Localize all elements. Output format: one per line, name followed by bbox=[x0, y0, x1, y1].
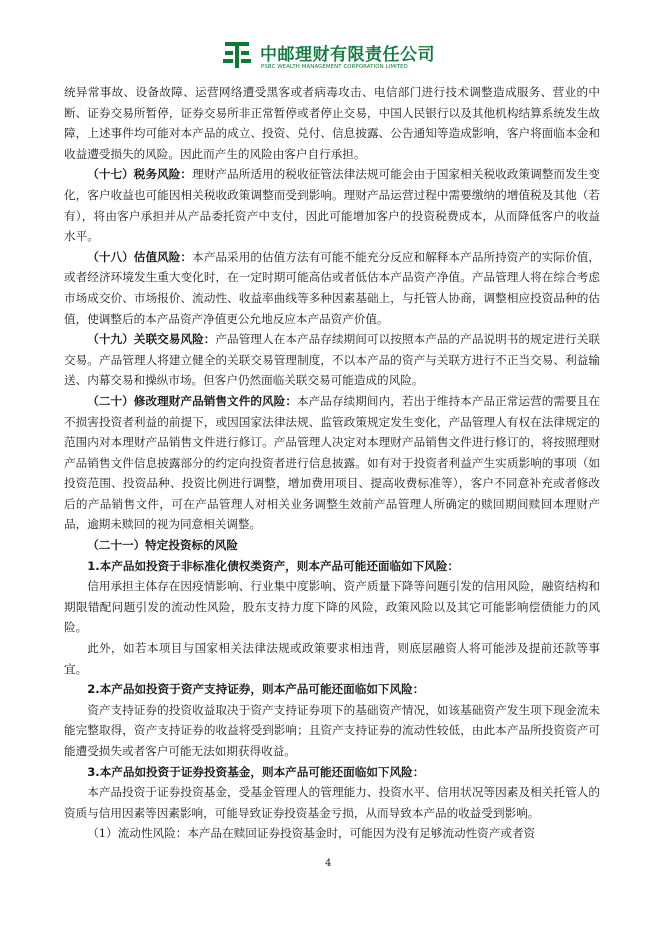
subheading-non-standard-debt: 1.本产品如投资于非标准化债权类资产，则本产品可能还面临如下风险： bbox=[87, 558, 460, 573]
company-name-en: PSBC WEALTH MANAGEMENT CORPORATION LIMITED bbox=[261, 64, 408, 70]
psbc-wealth-logo-icon bbox=[222, 38, 252, 72]
page-header bbox=[0, 0, 662, 82]
paragraph-asset-backed-securities-risk: 资产支持证券的投资收益取决于资产支持证券项下的基础资产情况，如该基础资产发生项下现金流未能完整取得，资产支持证券的收益将受到影响；且资产支持证券的流动性较低，由此本产品所投资资产可能遭受损失或者客户可能无法如期获得收益。 bbox=[64, 702, 600, 758]
subheading-asset-backed-securities: 2.本产品如投资于资产支持证券，则本产品可能还面临如下风险： bbox=[87, 682, 425, 697]
related-transaction-risk-text: 产品管理人在本产品存续期间可以按照本产品的产品说明书的规定进行关联交易。产品管理人将建立健全的关联交易管理制度，不以本产品的资产与关联方进行不正当交易、利益输送、内幕交易和操纵市场。但客户仍然面临关联交易可能造成的风险。 bbox=[64, 332, 600, 388]
document-body bbox=[64, 82, 600, 844]
paragraph-related-transaction-risk bbox=[64, 329, 600, 391]
paragraph-document-amendment-risk bbox=[64, 391, 600, 535]
tax-risk-text: 理财产品所适用的税收征管法律法规可能会由于国家相关税收政策调整而发生变化，客户收益也可能因相关税收政策调整而受到影响。理财产品运营过程中需要缴纳的增值税及其他（若有），将由客户承担并从产品委托资产中支付，因此可能增加客户的投资税费成本，从而降低客户的收益水平。 bbox=[64, 167, 600, 244]
paragraph-liquidity-risk: （1）流动性风险：本产品在赎回证券投资基金时，可能因为没有足够流动性资产或者资 bbox=[87, 826, 536, 841]
subheading-securities-funds: 3.本产品如投资于证券投资基金，则本产品可能还面临如下风险： bbox=[87, 764, 425, 779]
page-number: 4 bbox=[325, 858, 332, 869]
paragraph-valuation-risk bbox=[64, 247, 600, 329]
document-amendment-risk-heading: （二十）修改理财产品销售文件的风险： bbox=[87, 393, 297, 408]
valuation-risk-text: 本产品采用的估值方法有可能不能充分反应和解释本产品所持资产的实际价值，或者经济环境发生重大变化时，在一定时期可能高估或者低估本产品资产净值。产品管理人将在综合考虑市场成交价、市场报价、流动性、收益率曲线等多种因素基础上，与托管人协商，调整相应投资品种的估值，使调整后的本产品资产净值更公允地反应本产品资产价值。 bbox=[64, 249, 600, 326]
tax-risk-heading: （十七）税务风险： bbox=[87, 167, 193, 182]
paragraph-securities-funds-risk: 本产品投资于证券投资基金，受基金管理人的管理能力、投资水平、信用状况等因素及相关托管人的资质与信用因素等因素影响，可能导致证券投资基金亏损，从而导致本产品的收益受到影响。 bbox=[64, 785, 600, 820]
company-name: 中邮理财有限责任公司 bbox=[260, 45, 435, 65]
section-heading-specific-assets: （二十一）特定投资标的风险 bbox=[87, 538, 238, 553]
document-amendment-risk-text: 本产品存续期间内，若出于维持本产品正常运营的需要且在不损害投资者利益的前提下，或因国家法律法规、监管政策规定发生变化，产品管理人有权在法律规定的范围内对本理财产品销售文件进行修订。产品管理人决定对本理财产品销售文件进行修订的，将按照理财产品销售文件信息披露部分的约定向投资者进行信息披露。如有对于投资者利益产生实质影响的事项（如投资范围、投资品种、投资比例进行调整，增加费用项目、提高收费标准等），客户不同意补充或者修改后的产品销售文件，可在产品管理人对相关业务调整生效前产品管理人所确定的赎回期间赎回本理财产品，逾期未赎回的视为同意相关调整。 bbox=[64, 393, 600, 532]
paragraph-non-standard-debt-risk: 信用承担主体存在因疫情影响、行业集中度影响、资产质量下降等问题引发的信用风险，融资结构和期限错配问题引发的流动性风险，股东支持力度下降的风险，政策风险以及其它可能影响偿债能力的风险。 bbox=[64, 579, 600, 635]
paragraph-system-risk-continued: 统异常事故、设备故障、运营网络遭受黑客或者病毒攻击、电信部门进行技术调整造成服务、营业的中断、证券交易所暂停，证券交易所非正常暂停或者停止交易，中国人民银行以及其他机构结算系统发生故障，上述事件均可能对本产品的成立、投资、兑付、信息披露、公告通知等造成影响，客户将面临本金和收益遭受损失的风险。因此而产生的风险由客户自行承担。 bbox=[64, 85, 600, 161]
paragraph-early-repayment: 此外，如若本项目与国家相关法律法规或政策要求相违背，则底层融资人将可能涉及提前还款等事宜。 bbox=[64, 641, 600, 676]
valuation-risk-heading: （十八）估值风险： bbox=[87, 249, 193, 264]
related-transaction-risk-heading: （十九）关联交易风险： bbox=[87, 332, 216, 347]
paragraph-tax-risk bbox=[64, 164, 600, 246]
